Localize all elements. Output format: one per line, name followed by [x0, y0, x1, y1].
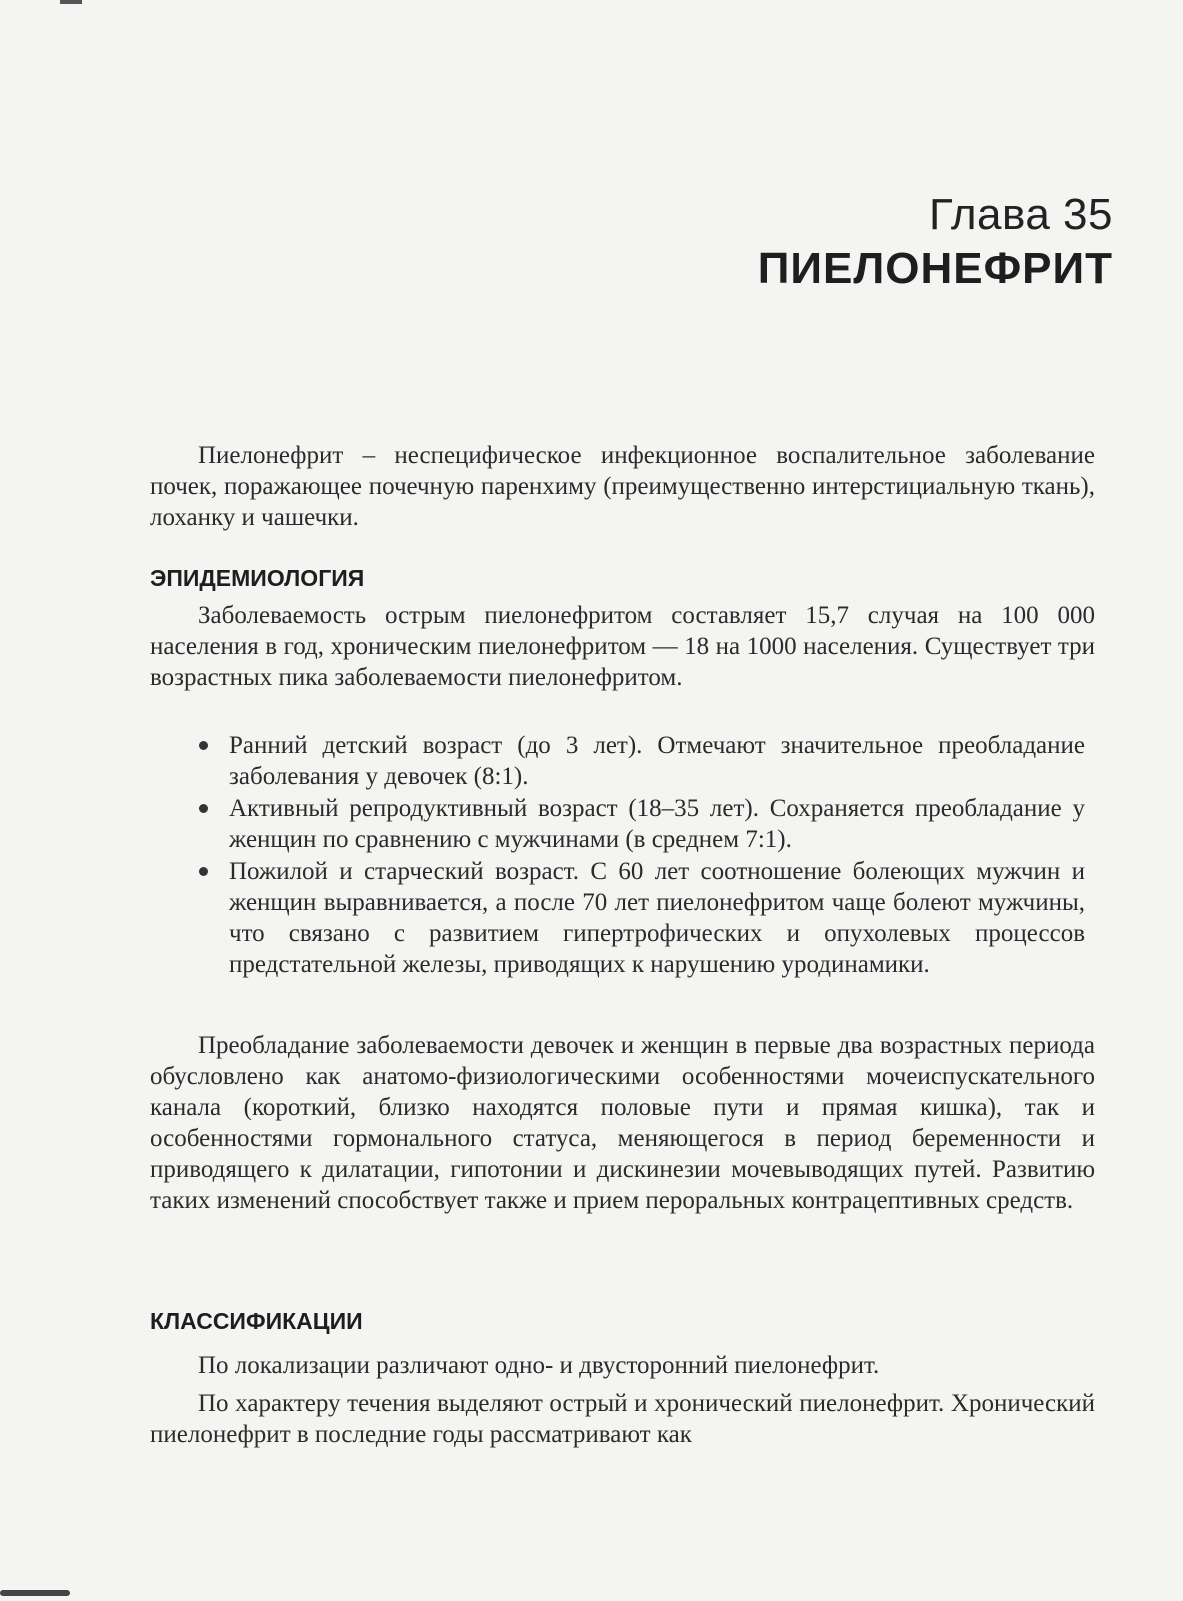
list-item — [195, 730, 1085, 792]
bullet-icon — [199, 804, 208, 813]
classification-paragraph-2: По характеру течения выделяют острый и хронический пиелонефрит. Хронический пиелонефрит в последние годы рассматривают как — [150, 1390, 1095, 1448]
epidemiology-heading: ЭПИДЕМИОЛОГИЯ — [150, 565, 365, 591]
chapter-title: ПИЕЛОНЕФРИТ — [757, 244, 1113, 293]
classification-paragraph-1: По локализации различают одно- и двусторонний пиелонефрит. — [198, 1352, 880, 1379]
list-item-text: Активный репродуктивный возраст (18–35 лет). Сохраняется преобладание у женщин по сравнению с мужчинами (в среднем 7:1). — [229, 795, 1085, 853]
age-peaks-list — [195, 730, 1085, 981]
list-item — [195, 793, 1085, 855]
scan-edge-mark — [0, 1590, 70, 1596]
scan-edge-mark — [60, 0, 82, 4]
epidemiology-paragraph: Заболеваемость острым пиелонефритом составляет 15,7 случая на 100 000 населения в год, хроническим пиелонефритом — 18 на 1000 населения. Существует три возрастных пика заболеваемости пиелонефритом. — [150, 602, 1095, 691]
epidemiology-paragraph-2: Преобладание заболеваемости девочек и женщин в первые два возрастных периода обусловлено как анатомо-физиологическими особенностями мочеиспускательного канала (короткий, близко находятся половые пути и прямая кишка), так и особенностями гормонального статуса, меняющегося в период беременности и приводящего к дилатации, гипотонии и дискинезии мочевыводящих путей. Развитию таких изменений способствует также и прием пероральных контрацептивных средств. — [150, 1032, 1095, 1214]
classification-heading: КЛАССИФИКАЦИИ — [150, 1308, 363, 1334]
list-item — [195, 856, 1085, 980]
chapter-label: Глава 35 — [928, 190, 1113, 239]
list-item-text: Ранний детский возраст (до 3 лет). Отмечают значительное преобладание заболевания у девочек (8:1). — [229, 732, 1085, 790]
list-item-text: Пожилой и старческий возраст. С 60 лет соотношение болеющих мужчин и женщин выравнивается, а после 70 лет пиелонефритом чаще болеют мужчины, что связано с развитием гипертрофических и опухолевых процессов предстательной железы, приводящих к нарушению уродинамики. — [229, 858, 1085, 978]
intro-paragraph: Пиелонефрит – неспецифическое инфекционное воспалительное заболевание почек, поражающее почечную паренхиму (преимущественно интерстициальную ткань), лоханку и чашечки. — [150, 442, 1095, 531]
bullet-icon — [199, 867, 208, 876]
bullet-icon — [199, 741, 208, 750]
